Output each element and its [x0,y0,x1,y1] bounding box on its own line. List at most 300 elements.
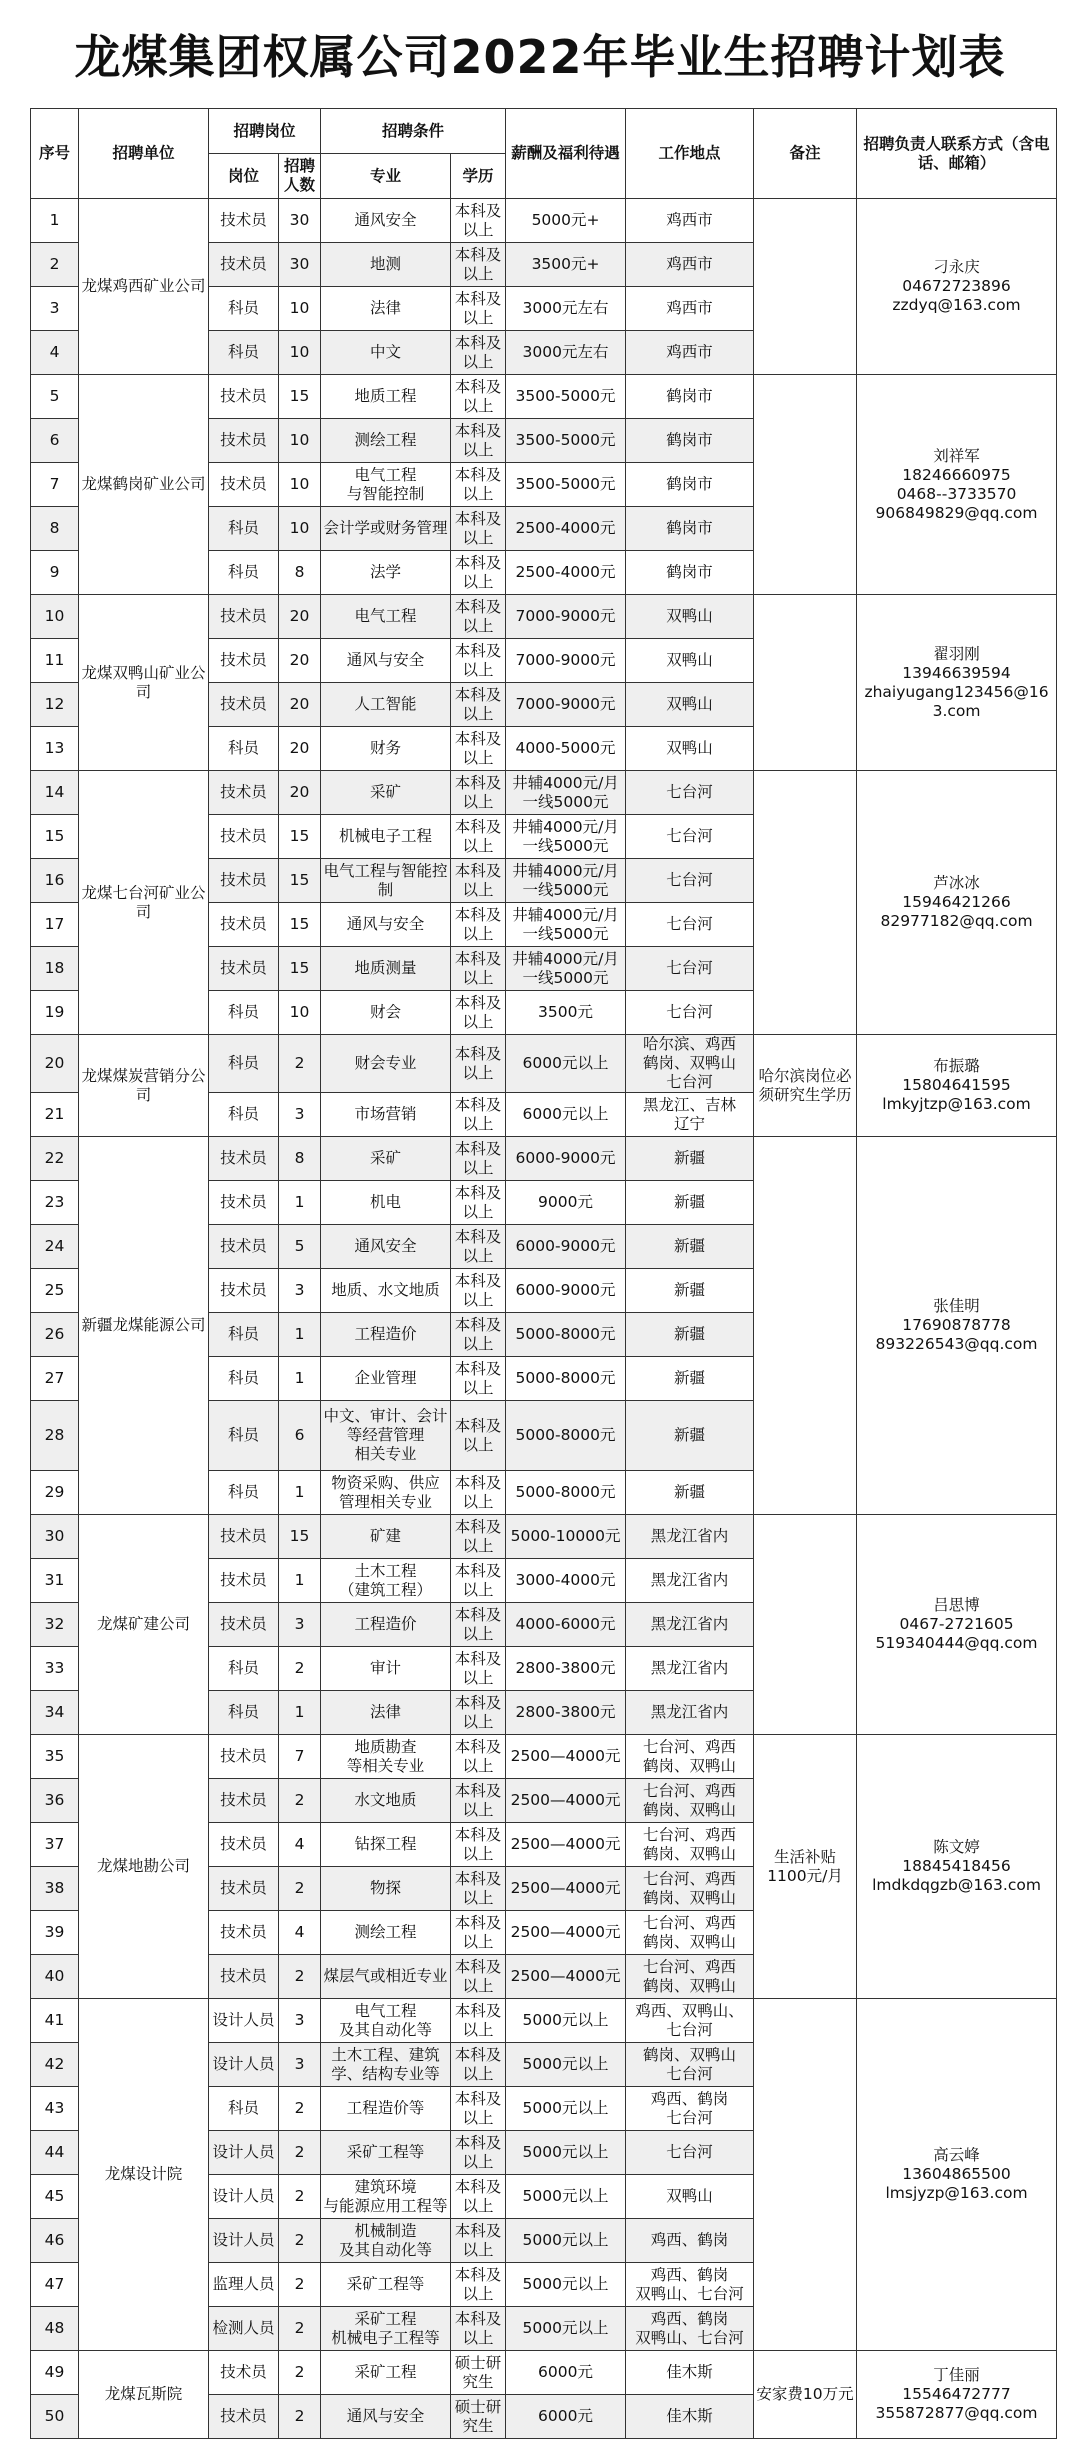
table-row [31,199,1057,243]
row-note [754,1137,857,1515]
row-major: 矿建 [321,1515,451,1559]
row-major: 工程造价等 [321,2087,451,2131]
row-count: 10 [279,507,321,551]
row-count: 10 [279,331,321,375]
row-edu: 本科及以上 [451,1867,506,1911]
row-count: 2 [279,2395,321,2439]
header-count: 招聘人数 [279,154,321,199]
row-seq: 37 [31,1823,79,1867]
row-note [754,375,857,595]
row-location: 鹤岗市 [626,551,754,595]
row-seq: 41 [31,1999,79,2043]
row-location: 新疆 [626,1181,754,1225]
row-salary: 3000元左右 [506,331,626,375]
row-seq: 17 [31,903,79,947]
row-location: 鹤岗市 [626,419,754,463]
row-post: 技术员 [209,1603,279,1647]
row-location: 双鸭山 [626,727,754,771]
row-major: 地质、水文地质 [321,1269,451,1313]
row-location: 黑龙江省内 [626,1603,754,1647]
row-location: 黑龙江省内 [626,1515,754,1559]
row-location: 七台河、鸡西 鹤岗、双鸭山 [626,1867,754,1911]
header-post-group: 招聘岗位 [209,109,321,154]
row-major: 市场营销 [321,1093,451,1137]
row-count: 20 [279,771,321,815]
row-major: 水文地质 [321,1779,451,1823]
header-contact: 招聘负责人联系方式（含电话、邮箱） [857,109,1057,199]
row-count: 6 [279,1401,321,1471]
row-post: 科员 [209,287,279,331]
row-count: 15 [279,947,321,991]
row-edu: 本科及以上 [451,1357,506,1401]
row-post: 技术员 [209,419,279,463]
row-count: 4 [279,1911,321,1955]
row-edu: 本科及以上 [451,375,506,419]
table-row [31,1999,1057,2043]
row-edu: 本科及以上 [451,419,506,463]
row-edu: 本科及以上 [451,1735,506,1779]
row-edu: 本科及以上 [451,1647,506,1691]
row-edu: 本科及以上 [451,2131,506,2175]
row-post: 技术员 [209,1735,279,1779]
row-edu: 本科及以上 [451,2087,506,2131]
row-salary: 5000-8000元 [506,1471,626,1515]
row-edu: 本科及以上 [451,727,506,771]
row-major: 电气工程 与智能控制 [321,463,451,507]
row-location: 黑龙江省内 [626,1647,754,1691]
row-contact: 丁佳丽 15546472777 355872877@qq.com [857,2351,1057,2439]
row-location: 鸡西、双鸭山、 七台河 [626,1999,754,2043]
row-count: 2 [279,1647,321,1691]
row-edu: 本科及以上 [451,595,506,639]
row-contact: 刁永庆 04672723896 zzdyq@163.com [857,199,1057,375]
row-note: 安家费10万元 [754,2351,857,2439]
row-unit: 新疆龙煤能源公司 [79,1137,209,1515]
row-note [754,1515,857,1735]
row-salary: 2800-3800元 [506,1691,626,1735]
row-note [754,199,857,375]
row-note: 生活补贴 1100元/月 [754,1735,857,1999]
table-row [31,1735,1057,1779]
row-major: 测绘工程 [321,1911,451,1955]
row-salary: 井辅4000元/月 一线5000元 [506,815,626,859]
row-seq: 33 [31,1647,79,1691]
row-count: 15 [279,1515,321,1559]
row-count: 7 [279,1735,321,1779]
row-seq: 39 [31,1911,79,1955]
row-post: 技术员 [209,595,279,639]
row-salary: 4000-6000元 [506,1603,626,1647]
row-salary: 5000元以上 [506,2043,626,2087]
row-count: 15 [279,903,321,947]
row-edu: 本科及以上 [451,1093,506,1137]
row-post: 设计人员 [209,2131,279,2175]
row-location: 新疆 [626,1269,754,1313]
row-count: 1 [279,1559,321,1603]
row-seq: 29 [31,1471,79,1515]
row-location: 佳木斯 [626,2395,754,2439]
row-seq: 31 [31,1559,79,1603]
row-seq: 12 [31,683,79,727]
row-seq: 27 [31,1357,79,1401]
row-post: 设计人员 [209,2043,279,2087]
row-post: 技术员 [209,2351,279,2395]
row-salary: 井辅4000元/月 一线5000元 [506,947,626,991]
row-post: 科员 [209,331,279,375]
row-note [754,771,857,1035]
row-salary: 3000元左右 [506,287,626,331]
row-salary: 5000-10000元 [506,1515,626,1559]
row-seq: 38 [31,1867,79,1911]
row-contact: 布振璐 15804641595 lmkyjtzp@163.com [857,1035,1057,1137]
row-salary: 7000-9000元 [506,683,626,727]
row-seq: 44 [31,2131,79,2175]
row-count: 2 [279,2351,321,2395]
row-post: 技术员 [209,463,279,507]
row-seq: 9 [31,551,79,595]
row-major: 地质勘查 等相关专业 [321,1735,451,1779]
row-post: 技术员 [209,243,279,287]
row-count: 1 [279,1181,321,1225]
row-location: 双鸭山 [626,639,754,683]
row-edu: 硕士研究生 [451,2351,506,2395]
row-edu: 本科及以上 [451,947,506,991]
row-salary: 2500—4000元 [506,1779,626,1823]
row-contact: 张佳明 17690878778 893226543@qq.com [857,1137,1057,1515]
row-seq: 26 [31,1313,79,1357]
row-major: 中文 [321,331,451,375]
row-count: 4 [279,1823,321,1867]
row-post: 技术员 [209,815,279,859]
row-post: 科员 [209,551,279,595]
row-edu: 本科及以上 [451,1823,506,1867]
row-location: 鸡西市 [626,243,754,287]
row-seq: 30 [31,1515,79,1559]
row-major: 物资采购、供应 管理相关专业 [321,1471,451,1515]
row-unit: 龙煤鸡西矿业公司 [79,199,209,375]
row-post: 科员 [209,991,279,1035]
row-location: 哈尔滨、鸡西 鹤岗、双鸭山 七台河 [626,1035,754,1093]
row-salary: 5000-8000元 [506,1357,626,1401]
row-location: 七台河、鸡西 鹤岗、双鸭山 [626,1735,754,1779]
row-edu: 本科及以上 [451,551,506,595]
row-edu: 本科及以上 [451,243,506,287]
row-salary: 2500-4000元 [506,507,626,551]
row-count: 30 [279,199,321,243]
row-seq: 48 [31,2307,79,2351]
row-major: 财务 [321,727,451,771]
row-major: 财会 [321,991,451,1035]
row-salary: 3500元+ [506,243,626,287]
row-seq: 24 [31,1225,79,1269]
row-edu: 本科及以上 [451,1999,506,2043]
row-edu: 本科及以上 [451,1181,506,1225]
row-post: 技术员 [209,1181,279,1225]
row-count: 2 [279,1955,321,1999]
row-count: 3 [279,1093,321,1137]
row-contact: 翟羽刚 13946639594 zhaiyugang123456@163.com [857,595,1057,771]
recruitment-table [30,108,1057,2439]
row-post: 科员 [209,2087,279,2131]
row-salary: 井辅4000元/月 一线5000元 [506,859,626,903]
row-post: 技术员 [209,375,279,419]
row-seq: 50 [31,2395,79,2439]
row-salary: 2500—4000元 [506,1955,626,1999]
row-edu: 本科及以上 [451,815,506,859]
row-seq: 2 [31,243,79,287]
row-location: 黑龙江省内 [626,1559,754,1603]
row-count: 2 [279,2131,321,2175]
row-count: 2 [279,1035,321,1093]
row-major: 电气工程 [321,595,451,639]
row-count: 20 [279,595,321,639]
row-salary: 6000-9000元 [506,1137,626,1181]
row-seq: 42 [31,2043,79,2087]
row-contact: 高云峰 13604865500 lmsjyzp@163.com [857,1999,1057,2351]
row-count: 20 [279,639,321,683]
row-post: 科员 [209,1691,279,1735]
row-major: 土木工程、建筑 学、结构专业等 [321,2043,451,2087]
row-seq: 22 [31,1137,79,1181]
row-major: 地测 [321,243,451,287]
row-salary: 6000-9000元 [506,1269,626,1313]
header-note: 备注 [754,109,857,199]
row-count: 15 [279,815,321,859]
header-row [31,109,1057,154]
row-salary: 3500-5000元 [506,375,626,419]
row-major: 通风与安全 [321,639,451,683]
row-post: 技术员 [209,1269,279,1313]
row-edu: 本科及以上 [451,507,506,551]
row-salary: 5000元以上 [506,2131,626,2175]
row-major: 采矿工程等 [321,2131,451,2175]
row-salary: 2500—4000元 [506,1911,626,1955]
row-edu: 本科及以上 [451,199,506,243]
row-location: 新疆 [626,1401,754,1471]
row-seq: 11 [31,639,79,683]
row-location: 鸡西市 [626,331,754,375]
row-post: 技术员 [209,2395,279,2439]
row-major: 电气工程 及其自动化等 [321,1999,451,2043]
row-major: 煤层气或相近专业 [321,1955,451,1999]
header-unit: 招聘单位 [79,109,209,199]
row-salary: 7000-9000元 [506,639,626,683]
header-post: 岗位 [209,154,279,199]
row-edu: 本科及以上 [451,2219,506,2263]
row-post: 科员 [209,1401,279,1471]
row-edu: 本科及以上 [451,1603,506,1647]
row-post: 技术员 [209,1559,279,1603]
row-edu: 本科及以上 [451,1313,506,1357]
row-post: 监理人员 [209,2263,279,2307]
row-location: 七台河 [626,815,754,859]
row-major: 审计 [321,1647,451,1691]
row-post: 技术员 [209,1911,279,1955]
row-major: 通风安全 [321,1225,451,1269]
row-count: 30 [279,243,321,287]
page-title: 龙煤集团权属公司2022年毕业生招聘计划表 [74,30,1006,84]
row-seq: 43 [31,2087,79,2131]
row-count: 3 [279,2043,321,2087]
row-location: 佳木斯 [626,2351,754,2395]
row-count: 3 [279,1269,321,1313]
row-salary: 9000元 [506,1181,626,1225]
row-seq: 7 [31,463,79,507]
row-major: 机械制造 及其自动化等 [321,2219,451,2263]
header-seq: 序号 [31,109,79,199]
row-post: 技术员 [209,859,279,903]
row-post: 技术员 [209,1137,279,1181]
row-post: 技术员 [209,639,279,683]
row-location: 黑龙江省内 [626,1691,754,1735]
row-salary: 5000元以上 [506,2219,626,2263]
table-row [31,375,1057,419]
row-location: 新疆 [626,1225,754,1269]
header-edu: 学历 [451,154,506,199]
row-edu: 本科及以上 [451,1471,506,1515]
row-seq: 16 [31,859,79,903]
row-unit: 龙煤地勘公司 [79,1735,209,1999]
row-seq: 19 [31,991,79,1035]
row-note [754,595,857,771]
row-seq: 10 [31,595,79,639]
header-condition-group: 招聘条件 [321,109,506,154]
row-post: 技术员 [209,1225,279,1269]
row-salary: 2800-3800元 [506,1647,626,1691]
row-major: 地质测量 [321,947,451,991]
row-count: 8 [279,551,321,595]
row-count: 15 [279,859,321,903]
table-row [31,771,1057,815]
row-location: 鸡西、鹤岗 双鸭山、七台河 [626,2263,754,2307]
row-major: 人工智能 [321,683,451,727]
row-edu: 本科及以上 [451,1911,506,1955]
row-seq: 1 [31,199,79,243]
row-count: 20 [279,727,321,771]
header-salary: 薪酬及福利待遇 [506,109,626,199]
row-note: 哈尔滨岗位必须研究生学历 [754,1035,857,1137]
row-unit: 龙煤七台河矿业公司 [79,771,209,1035]
row-location: 鹤岗市 [626,507,754,551]
row-location: 鹤岗市 [626,463,754,507]
row-location: 鸡西市 [626,287,754,331]
row-edu: 本科及以上 [451,2307,506,2351]
row-seq: 5 [31,375,79,419]
row-post: 技术员 [209,903,279,947]
row-edu: 本科及以上 [451,331,506,375]
row-salary: 7000-9000元 [506,595,626,639]
row-seq: 23 [31,1181,79,1225]
row-major: 通风安全 [321,199,451,243]
row-seq: 34 [31,1691,79,1735]
row-salary: 2500—4000元 [506,1867,626,1911]
row-edu: 本科及以上 [451,1269,506,1313]
row-salary: 6000元以上 [506,1035,626,1093]
row-salary: 3000-4000元 [506,1559,626,1603]
row-seq: 45 [31,2175,79,2219]
row-post: 设计人员 [209,1999,279,2043]
row-unit: 龙煤瓦斯院 [79,2351,209,2439]
row-location: 鸡西、鹤岗 双鸭山、七台河 [626,2307,754,2351]
row-salary: 5000元以上 [506,2175,626,2219]
row-post: 设计人员 [209,2219,279,2263]
row-major: 法学 [321,551,451,595]
row-edu: 本科及以上 [451,1955,506,1999]
row-major: 地质工程 [321,375,451,419]
row-location: 七台河、鸡西 鹤岗、双鸭山 [626,1955,754,1999]
row-count: 2 [279,2175,321,2219]
row-location: 鸡西、鹤岗 [626,2219,754,2263]
row-seq: 32 [31,1603,79,1647]
row-post: 技术员 [209,683,279,727]
row-location: 双鸭山 [626,595,754,639]
row-seq: 36 [31,1779,79,1823]
row-count: 15 [279,375,321,419]
row-major: 企业管理 [321,1357,451,1401]
row-count: 3 [279,1603,321,1647]
row-post: 科员 [209,1313,279,1357]
row-edu: 本科及以上 [451,1515,506,1559]
row-contact: 刘祥军 18246660975 0468--3733570 906849829@qq.com [857,375,1057,595]
table-row [31,1035,1057,1093]
row-salary: 5000元以上 [506,2263,626,2307]
row-major: 钻探工程 [321,1823,451,1867]
row-major: 土木工程 （建筑工程） [321,1559,451,1603]
row-location: 鹤岗、双鸭山 七台河 [626,2043,754,2087]
row-unit: 龙煤煤炭营销分公司 [79,1035,209,1137]
row-contact: 吕思博 0467-2721605 519340444@qq.com [857,1515,1057,1735]
row-seq: 6 [31,419,79,463]
row-major: 通风与安全 [321,903,451,947]
table-row [31,2351,1057,2395]
row-edu: 本科及以上 [451,1691,506,1735]
row-salary: 6000元 [506,2395,626,2439]
row-location: 新疆 [626,1471,754,1515]
row-edu: 本科及以上 [451,2043,506,2087]
row-contact: 芦冰冰 15946421266 82977182@qq.com [857,771,1057,1035]
row-edu: 本科及以上 [451,2175,506,2219]
row-salary: 4000-5000元 [506,727,626,771]
row-edu: 本科及以上 [451,1779,506,1823]
row-unit: 龙煤双鸭山矿业公司 [79,595,209,771]
row-post: 技术员 [209,1955,279,1999]
row-post: 科员 [209,1357,279,1401]
row-seq: 40 [31,1955,79,1999]
row-post: 科员 [209,1035,279,1093]
table-row [31,595,1057,639]
row-salary: 2500—4000元 [506,1735,626,1779]
row-count: 2 [279,1779,321,1823]
row-location: 七台河 [626,859,754,903]
row-count: 2 [279,1867,321,1911]
row-major: 采矿工程等 [321,2263,451,2307]
row-unit: 龙煤矿建公司 [79,1515,209,1735]
row-edu: 本科及以上 [451,1035,506,1093]
row-location: 双鸭山 [626,2175,754,2219]
row-major: 中文、审计、会计 等经营管理 相关专业 [321,1401,451,1471]
row-edu: 本科及以上 [451,1225,506,1269]
row-post: 技术员 [209,771,279,815]
row-count: 1 [279,1471,321,1515]
row-major: 工程造价 [321,1603,451,1647]
row-major: 工程造价 [321,1313,451,1357]
row-seq: 35 [31,1735,79,1779]
row-major: 测绘工程 [321,419,451,463]
row-salary: 6000元以上 [506,1093,626,1137]
row-major: 机电 [321,1181,451,1225]
row-seq: 20 [31,1035,79,1093]
row-location: 七台河 [626,903,754,947]
